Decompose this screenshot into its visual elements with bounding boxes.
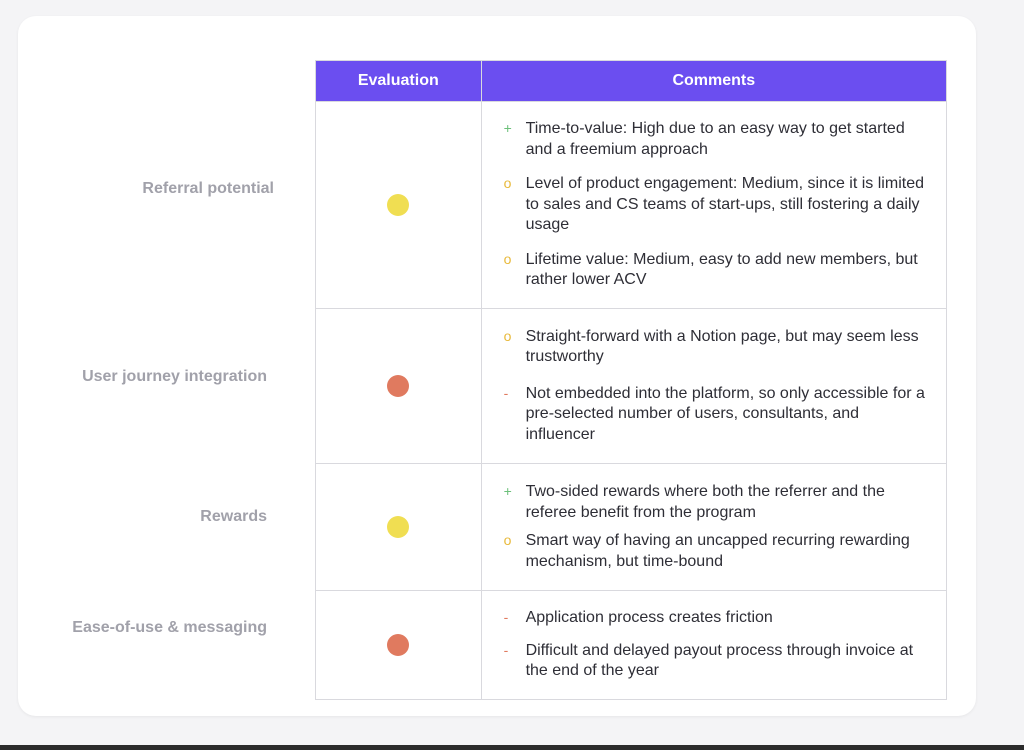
row-label-ease-of-use: Ease-of-use & messaging: [72, 619, 267, 636]
comment-text: Two-sided rewards where both the referrer and the referee benefit from the program: [525, 483, 885, 521]
table-header-row: [316, 61, 947, 102]
rating-dot-red: [387, 375, 409, 397]
row-label-referral-potential: Referral potential: [142, 180, 274, 197]
comment-item: [504, 119, 926, 160]
comment-item: [504, 531, 926, 572]
table-row: [316, 591, 947, 700]
comment-item: [504, 174, 926, 236]
header-comments: Comments: [481, 61, 946, 102]
comment-item: [504, 608, 926, 629]
comments-cell: [481, 309, 946, 464]
comment-text: Straight-forward with a Notion page, but may seem less trustworthy: [525, 327, 919, 366]
evaluation-cell: [316, 309, 482, 464]
comment-item: [504, 641, 926, 682]
comment-text: Smart way of having an uncapped recurring rewarding mechanism, but time-bound: [525, 532, 910, 570]
row-label-user-journey-integration: User journey integration: [82, 368, 267, 385]
comment-item: [504, 384, 926, 446]
comments-cell: [481, 591, 946, 700]
evaluation-table: [315, 60, 947, 700]
bottom-edge-bar: [0, 745, 1024, 750]
circle-marker: o: [503, 327, 512, 344]
plus-marker: +: [503, 483, 512, 499]
rating-dot-red: [387, 634, 409, 656]
evaluation-cell: [316, 102, 482, 309]
circle-marker: o: [503, 175, 512, 192]
comment-text: Not embedded into the platform, so only accessible for a pre-selected number of users, consultants, and influencer: [525, 384, 925, 443]
comment-item: [504, 327, 926, 368]
comment-text: Time-to-value: High due to an easy way to get started and a freemium approach: [525, 120, 905, 158]
table-row: [316, 102, 947, 309]
comment-text: Application process creates friction: [525, 609, 773, 627]
comment-item: [504, 482, 926, 523]
comment-text: Difficult and delayed payout process through invoice at the end of the year: [525, 641, 914, 680]
comment-text: Lifetime value: Medium, easy to add new members, but rather lower ACV: [525, 250, 918, 289]
evaluation-card: [18, 16, 976, 716]
minus-marker: -: [503, 641, 509, 658]
comments-cell: [481, 464, 946, 591]
comment-text: Level of product engagement: Medium, since it is limited to sales and CS teams of start-ups, still fostering a daily usage: [525, 175, 924, 234]
minus-marker: -: [503, 609, 509, 626]
table-row: [316, 464, 947, 591]
rating-dot-yellow: [387, 194, 409, 216]
comment-item: [504, 250, 926, 291]
circle-marker: o: [503, 532, 512, 548]
minus-marker: -: [503, 384, 509, 401]
header-evaluation: Evaluation: [316, 61, 482, 102]
plus-marker: +: [503, 120, 512, 137]
rating-dot-yellow: [387, 516, 409, 538]
row-label-rewards: Rewards: [200, 508, 267, 525]
evaluation-cell: [316, 591, 482, 700]
evaluation-cell: [316, 464, 482, 591]
table-row: [316, 309, 947, 464]
circle-marker: o: [503, 250, 512, 267]
comments-cell: [481, 102, 946, 309]
